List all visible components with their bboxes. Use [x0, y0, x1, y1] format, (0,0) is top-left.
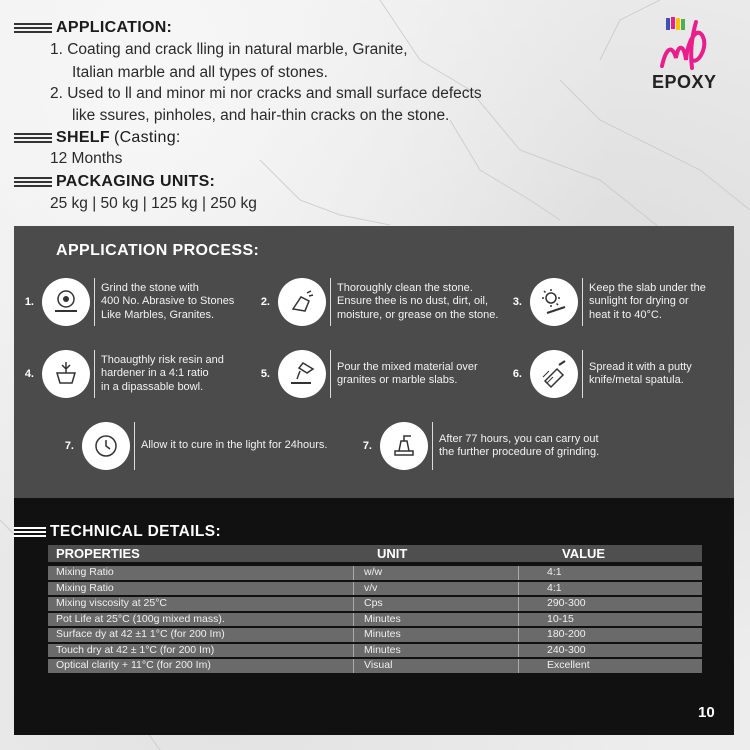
- technical-table: [48, 545, 702, 675]
- packaging-value: 25 kg | 50 kg | 125 kg | 250 kg: [50, 195, 257, 212]
- process-step-3: 3. Keep the slab under the sunlight for drying or heat it to 40°C.: [502, 278, 706, 326]
- process-step-5: 5. Pour the mixed material over granites or marble slabs.: [250, 350, 478, 398]
- table-header: [48, 545, 702, 562]
- mixing-bowl-icon: [42, 350, 90, 398]
- table-row: Mixing viscosity at 25°C Cps 290-300: [48, 597, 702, 611]
- column-header-unit: UNIT: [377, 546, 408, 561]
- process-step-7: 7. Allow it to cure in the light for 24hours.: [54, 422, 327, 470]
- column-header-value: VALUE: [562, 546, 606, 561]
- table-row: Surface dy at 42 ±1 1°C (for 200 Im) Minutes 180-200: [48, 628, 702, 642]
- pouring-icon: [278, 350, 326, 398]
- logo-text: EPOXY: [652, 72, 717, 92]
- shelf-heading-suffix: (Casting:: [113, 129, 181, 146]
- application-line-4: like ssures, pinholes, and hair-thin cracks on the stone.: [72, 107, 450, 124]
- process-step-4: 4. Thoaugthly risk resin and hardener in a 4:1 ratio in a dipassable bowl.: [14, 350, 224, 398]
- column-header-properties: PROPERTIES: [56, 546, 140, 561]
- shelf-value: 12 Months: [50, 150, 123, 167]
- heading-bars-icon: [14, 133, 52, 144]
- application-line-1: 1. Coating and crack lling in natural marble, Granite,: [50, 41, 408, 58]
- table-row: Touch dry at 42 ± 1°C (for 200 Im) Minutes 240-300: [48, 644, 702, 658]
- process-step-2: 2. Thoroughly clean the stone. Ensure thee is no dust, dirt, oil, moisture, or grease on the stone.: [250, 278, 498, 326]
- process-step-8: 7. After 77 hours, you can carry out the further procedure of grinding.: [352, 422, 599, 470]
- packaging-heading: PACKAGING UNITS:: [14, 173, 215, 191]
- clock-icon: [82, 422, 130, 470]
- sun-drying-icon: [530, 278, 578, 326]
- table-row: Optical clarity + 11°C (for 200 Im) Visual Excellent: [48, 659, 702, 673]
- heading-bars-icon: [14, 527, 46, 538]
- cleaning-hand-icon: [278, 278, 326, 326]
- table-row: Pot Life at 25°C (100g mixed mass). Minutes 10-15: [48, 613, 702, 627]
- stone-grinding-icon: [42, 278, 90, 326]
- process-step-6: 6. Spread it with a putty knife/metal spatula.: [502, 350, 692, 398]
- putty-knife-icon: [530, 350, 578, 398]
- application-line-3: 2. Used to ll and minor mi nor cracks and small surface defects: [50, 85, 482, 102]
- application-line-2: Italian marble and all types of stones.: [72, 64, 328, 81]
- shelf-heading: SHELF (Casting:: [14, 129, 181, 147]
- page-number: 10: [698, 704, 715, 721]
- process-title: APPLICATION PROCESS:: [56, 242, 260, 259]
- heading-bars-icon: [14, 177, 52, 188]
- application-heading: APPLICATION:: [14, 19, 172, 37]
- heading-bars-icon: [14, 23, 52, 34]
- table-row: Mixing Ratio v/v 4:1: [48, 582, 702, 596]
- table-row: Mixing Ratio w/w 4:1: [48, 566, 702, 580]
- process-step-1: 1. Grind the stone with 400 No. Abrasive to Stones Like Marbles, Granites.: [14, 278, 234, 326]
- application-process-panel: [14, 226, 734, 498]
- technical-heading: TECHNICAL DETAILS:: [14, 523, 221, 541]
- grinding-machine-icon: [380, 422, 428, 470]
